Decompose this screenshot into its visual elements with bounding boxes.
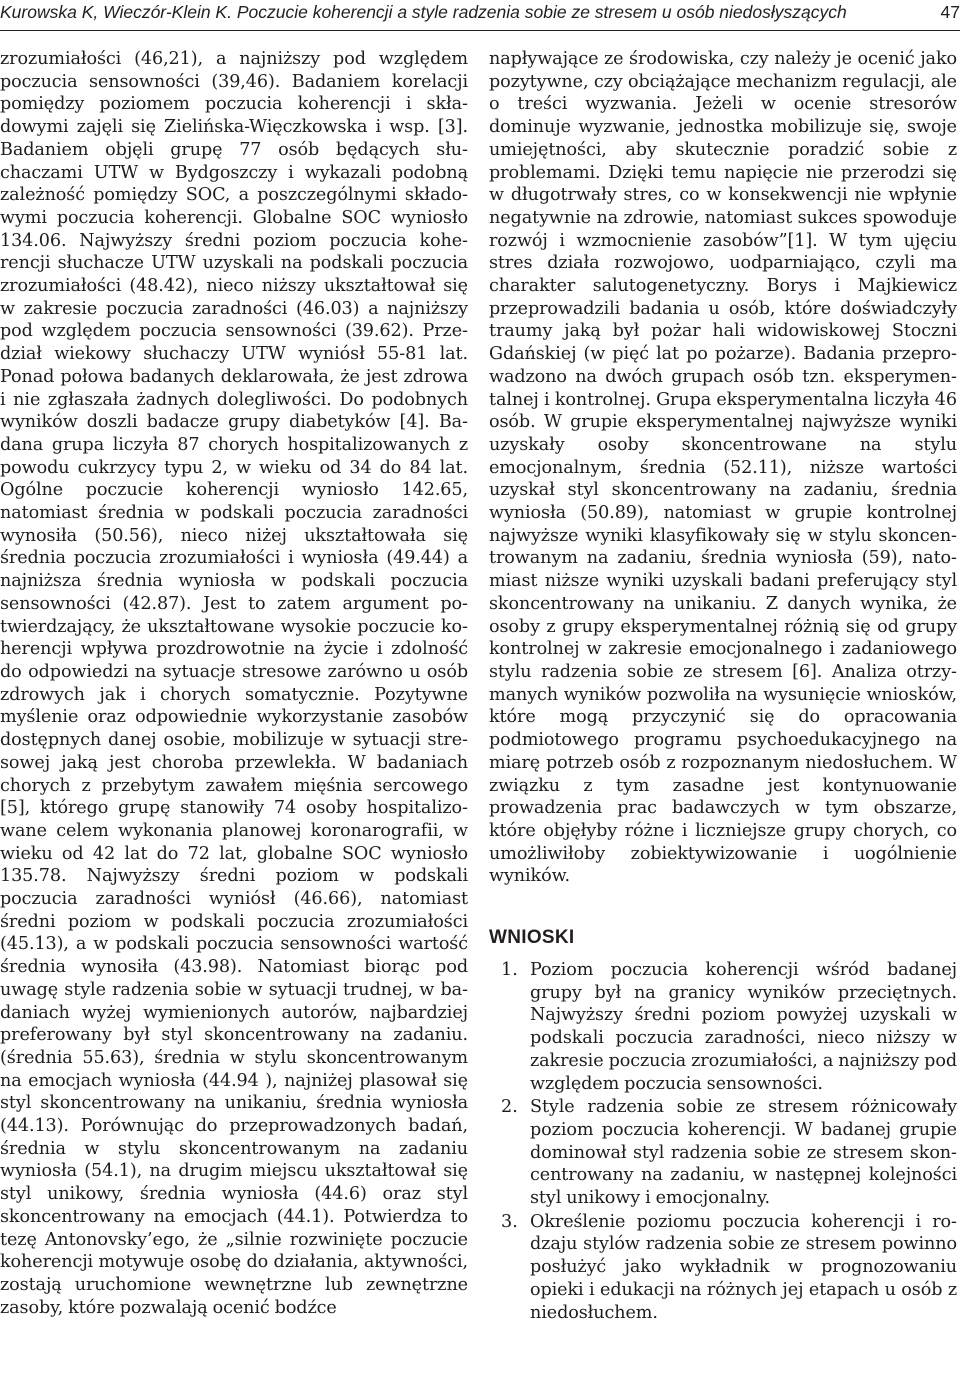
conclusion-item bbox=[489, 959, 957, 1095]
conclusion-text: Określenie poziomu poczucia koherencji i rodzaju stylów radzenia sobie ze stresem powinno posłużyć jako wykładnik w prognozowaniu opieki i edukacji na różnych jej etapach u osób z niedosłuchem. bbox=[530, 1211, 957, 1323]
conclusion-item bbox=[489, 1211, 957, 1325]
header-rule bbox=[0, 30, 960, 31]
body-paragraph: napływające ze środowiska, czy należy je ocenić jako pozytywne, czy obciążające mechanizm regulacji, ale o treści wyzwania. Jeżeli w ocenie stresorów dominuje wyzwanie, jednostka mobilizuje się, swoje umiejętności, aby skutecznie poradzić sobie z problemami. Dzięki temu napięcie nie przerodzi się w długotrwały stres, co w konsekwencji nie wpłynie negatywnie na zdrowie, natomiast sukces spowoduje rozwój i wzmocnienie zasobów”[1]. W tym ujęciu stres działa rozwojowo, uodparniająco, czyli ma charakter salutogenetyczny. Borys i Majkiewicz przeprowadzili badania u osób, które doświadczyły traumy jaką był pożar hali widowiskowej Stoczni Gdańskiej (w pięć lat po pożarze). Badania przeprowadzono na dwóch grupach osób tzn. eksperymentalnej i kontrolnej. Grupa eksperymentalna liczyła 46 osób. W grupie eksperymentalnej najwyższe wyniki uzyskały osoby skoncentrowane na stylu emocjonalnym, średnia (52.11), niższe wartości uzyskał styl skoncentrowany na zadaniu, średnia wyniosła (50.89), natomiast w grupie kontrolnej najwyższe wyniki klasyfikowały się w stylu skoncentrowanym na zadaniu, średnia wyniosła (59), natomiast niższe wyniki uzyskali badani preferujący styl skoncentrowany na unikaniu. Z danych wynika, że osoby z grupy eksperymentalnej różnią się od grupy kontrolnej w zakresie emocjonalnego i zadaniowego stylu radzenia sobie ze stresem [6]. Analiza otrzymanych wyników pozwoliła na wysunięcie wniosków, które mogą przyczynić się do opracowania podmiotowego programu psychoedukacyjnego na miarę potrzeb osób z rozpoznanym niedosłuchem. W związku z tym zasadne jest kontynuowanie prowadzenia prac badawczych w tym obszarze, które objęłyby różne i liczniejsze grupy chorych, co umożliwiłoby zobiektywizowanie i uogólnienie wyników. bbox=[489, 49, 957, 887]
conclusion-text: Poziom poczucia koherencji wśród badanej grupy był na granicy wyników przeciętnych. Najwyższy średni poziom powyżej uzyskali w podskali poczucia zaradności, nieco niższy w zakresie poczucia zrozumiałości, a najniższy pod względem poczucia sensowności. bbox=[530, 960, 957, 1094]
page-number: 47 bbox=[940, 2, 960, 22]
conclusion-number: 3. bbox=[501, 1211, 518, 1232]
body-paragraph: zrozumiałości (46,21), a najniższy pod względem poczucia sensowności (39,46). Badaniem korelacji pomiędzy poziomem poczucia koherencji i składowymi zajęli się Zielińska-Więczkowska i wsp. [3]. Badaniem objęli grupę 77 osób będących słuchaczami UTW w Bydgoszczy i wykazali podobną zależność pomiędzy SOC, a poszczególnymi składowymi poczucia koherencji. Globalne SOC wyniosło 134.06. Najwyższy średni poziom poczucia koherencji słuchacze UTW uzyskali na podskali poczucia zrozumiałości (48.42), nieco niższy ukształtował się w zakresie poczucia zaradności (46.03) a najniższy pod względem poczucia sensowności (39.62). Przedział wiekowy słuchaczy UTW wyniósł 55-81 lat. Ponad połowa badanych deklarowała, że jest zdrowa i nie zgłaszała żadnych dolegliwości. Do podobnych wyników doszli badacze grupy diabetyków [4]. Badana grupa liczyła 87 chorych hospitalizowanych z powodu cukrzycy typu 2, w wieku od 34 do 84 lat. Ogólne poczucie koherencji wyniosło 142.65, natomiast średnia w podskali poczucia zaradności wynosiła (50.56), nieco niżej ukształtowała się średnia poczucia zrozumiałości i wyniosła (49.44) a najniższa średnia wyniosła w podskali poczucia sensowności (42.87). Jest to zatem argument potwierdzający, że ukształtowane wysokie poczucie koherencji wpływa prozdrowotnie na życie i zdolność do odpowiedzi na sytuacje stresowe zarówno u osób zdrowych jak i chorych somatycznie. Pozytywne myślenie oraz odpowiednie wykorzystanie zasobów dostępnych danej osobie, mobilizuje w sytuacji stresowej jaką jest choroba przewlekła. W badaniach chorych z przebytym zawałem mięśnia sercowego [5], którego grupę stanowiły 74 osoby hospitalizowane celem wykonania planowej koronarografii, w wieku od 42 lat do 72 lat, globalne SOC wyniosło 135.78. Najwyższy średni poziom w podskali poczucia zaradności wyniósł (46.66), natomiast średni poziom w podskali poczucia zrozumiałości (45.13), a w podskali poczucia sensowności wartość średnia wynosiła (43.98). Natomiast biorąc pod uwagę style radzenia sobie w sytuacji trudnej, w badaniach wyżej wymienionych autorów, najbardziej preferowany był styl skoncentrowany na zadaniu. (średnia 55.63), średnia w stylu skoncentrowanym na emocjach wyniosła (44.94 ), najniżej plasował się styl skoncentrowany na unikaniu, średnia wyniosła (44.13). Porównując do przeprowadzonych badań, średnia w stylu skoncentrowanym na zadaniu wyniosła (54.1), na drugim miejscu ukształtował się styl unikowy, średnia wyniosła (44.6) oraz styl skoncentrowany na emocjach (44.1). Potwierdza to tezę Antonovsky’ego, że „silnie rozwinięte poczucie koherencji motywuje osobę do działania, aktywności, zostają uruchomione wewnętrzne lub zewnętrzne zasoby, które pozwalają ocenić bodźce bbox=[0, 49, 468, 1318]
conclusion-text: Style radzenia sobie ze stresem różnicowały poziom poczucia koherencji. W badanej grupie dominował styl radzenia sobie ze stresem skoncentrowany na zadaniu, w następnej kolejności styl unikowy i emocjonalny. bbox=[530, 1097, 957, 1209]
running-header bbox=[0, 0, 960, 30]
conclusion-item bbox=[489, 1096, 957, 1210]
conclusions-list bbox=[489, 959, 957, 1324]
running-header-title: Kurowska K, Wieczór-Klein K. Poczucie koherencji a style radzenia sobie ze stresem u osób niedosłyszących bbox=[0, 2, 847, 22]
conclusion-number: 1. bbox=[501, 960, 518, 981]
left-column bbox=[0, 48, 468, 1319]
section-title-wnioski: WNIOSKI bbox=[489, 927, 575, 949]
conclusion-number: 2. bbox=[501, 1097, 518, 1118]
right-column bbox=[489, 48, 957, 1325]
